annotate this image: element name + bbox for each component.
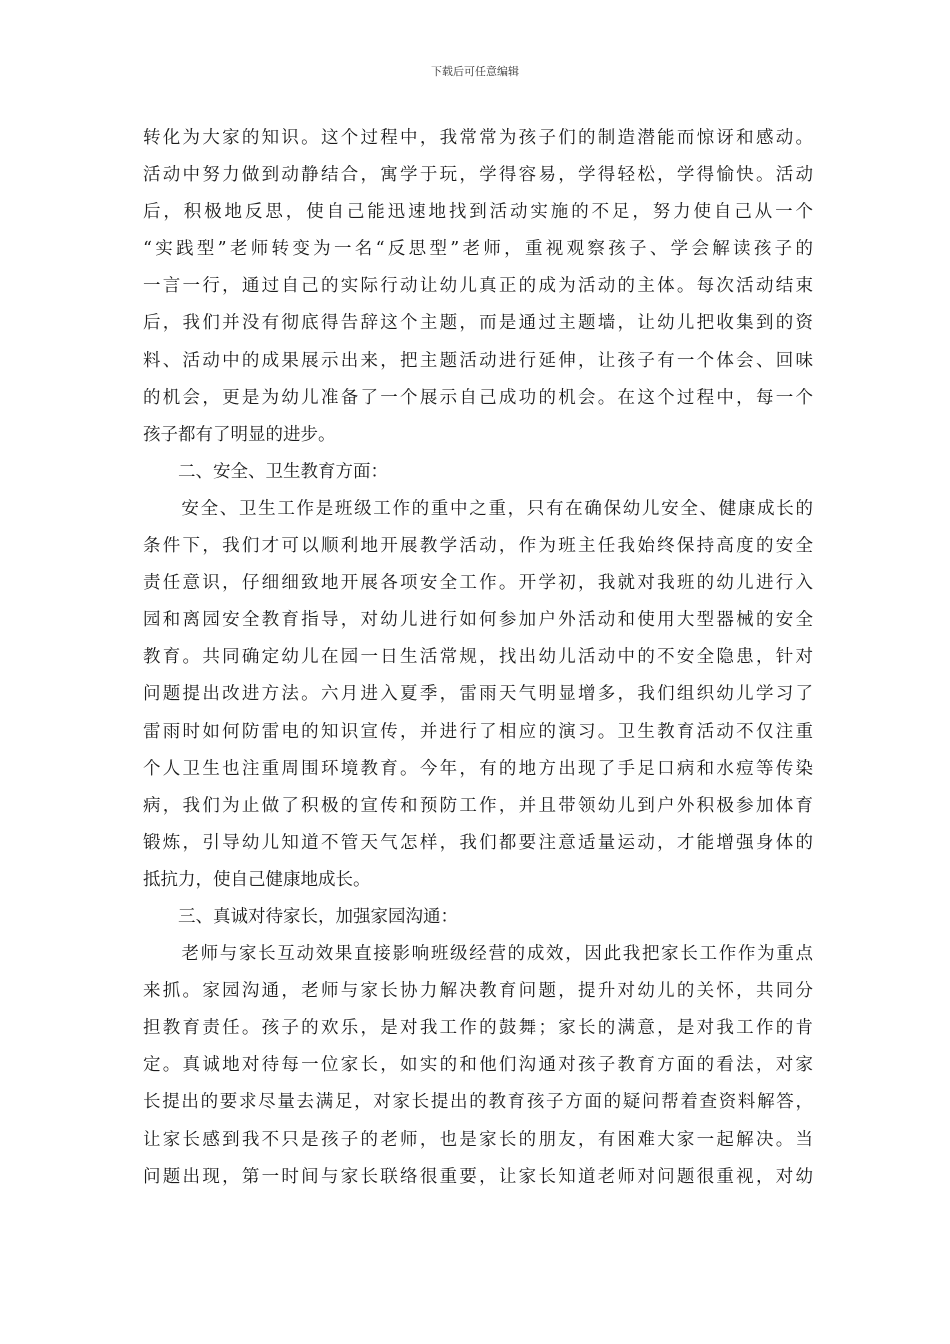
- body-line: 孩子都有了明显的进步。: [143, 424, 336, 445]
- body-line: 锻炼，引导幼儿知道不管天气怎样，我们都要注意适量运动，才能增强身体的: [143, 832, 813, 853]
- document-body: [143, 120, 813, 1196]
- body-line: 来抓。家园沟通，老师与家长协力解决教育问题，提升对幼儿的关怀，共同分: [143, 981, 813, 1002]
- body-line: 园和离园安全教育指导，对幼儿进行如何参加户外活动和使用大型器械的安全: [143, 610, 813, 631]
- body-line: “实践型”老师转变为一名“反思型”老师，重视观察孩子、学会解读孩子的: [143, 239, 813, 260]
- body-line: 条件下，我们才可以顺利地开展教学活动，作为班主任我始终保持高度的安全: [143, 536, 813, 557]
- section-heading-parents: 三、真诚对待家长，加强家园沟通：: [143, 906, 458, 927]
- body-line: 定。真诚地对待每一位家长，如实的和他们沟通对孩子教育方面的看法，对家: [143, 1055, 813, 1076]
- body-line: 让家长感到我不只是孩子的老师，也是家长的朋友，有困难大家一起解决。当: [143, 1129, 813, 1150]
- body-line: 活动中努力做到动静结合，寓学于玩，学得容易，学得轻松，学得愉快。活动: [143, 165, 813, 186]
- body-line: 安全、卫生工作是班级工作的重中之重，只有在确保幼儿安全、健康成长的: [143, 498, 813, 519]
- body-line: 担教育责任。孩子的欢乐，是对我工作的鼓舞；家长的满意，是对我工作的肯: [143, 1018, 813, 1039]
- body-line: 转化为大家的知识。这个过程中，我常常为孩子们的制造潜能而惊讶和感动。: [143, 128, 813, 148]
- body-line: 长提出的要求尽量去满足，对家长提出的教育孩子方面的疑问帮着查资料解答，: [143, 1092, 813, 1113]
- body-line: 后，我们并没有彻底得告辞这个主题，而是通过主题墙，让幼儿把收集到的资: [143, 313, 813, 334]
- body-line: 教育。共同确定幼儿在园一日生活常规，找出幼儿活动中的不安全隐患，针对: [143, 647, 813, 668]
- page-header: 下载后可任意编辑: [431, 65, 519, 78]
- body-line: 后，积极地反思，使自己能迅速地找到活动实施的不足，努力使自己从一个: [143, 202, 813, 223]
- body-line: 雷雨时如何防雷电的知识宣传，并进行了相应的演习。卫生教育活动不仅注重: [143, 721, 813, 742]
- body-line: 一言一行，通过自己的实际行动让幼儿真正的成为活动的主体。每次活动结束: [143, 276, 813, 297]
- body-line: 抵抗力，使自己健康地成长。: [143, 869, 371, 890]
- body-line: 问题提出改进方法。六月进入夏季，雷雨天气明显增多，我们组织幼儿学习了: [143, 684, 813, 705]
- body-line: 个人卫生也注重周围环境教育。今年，有的地方出现了手足口病和水痘等传染: [143, 758, 813, 779]
- section-heading-safety: 二、安全、卫生教育方面：: [143, 461, 388, 482]
- body-line: 老师与家长互动效果直接影响班级经营的成效，因此我把家长工作作为重点: [143, 944, 813, 965]
- body-line: 问题出现，第一时间与家长联络很重要，让家长知道老师对问题很重视，对幼: [143, 1166, 813, 1187]
- body-line: 病，我们为止做了积极的宣传和预防工作，并且带领幼儿到户外积极参加体育: [143, 795, 813, 816]
- body-line: 的机会，更是为幼儿准备了一个展示自己成功的机会。在这个过程中，每一个: [143, 387, 813, 408]
- body-line: 料、活动中的成果展示出来，把主题活动进行延伸，让孩子有一个体会、回味: [143, 350, 813, 371]
- body-line: 责任意识，仔细细致地开展各项安全工作。开学初，我就对我班的幼儿进行入: [143, 573, 813, 594]
